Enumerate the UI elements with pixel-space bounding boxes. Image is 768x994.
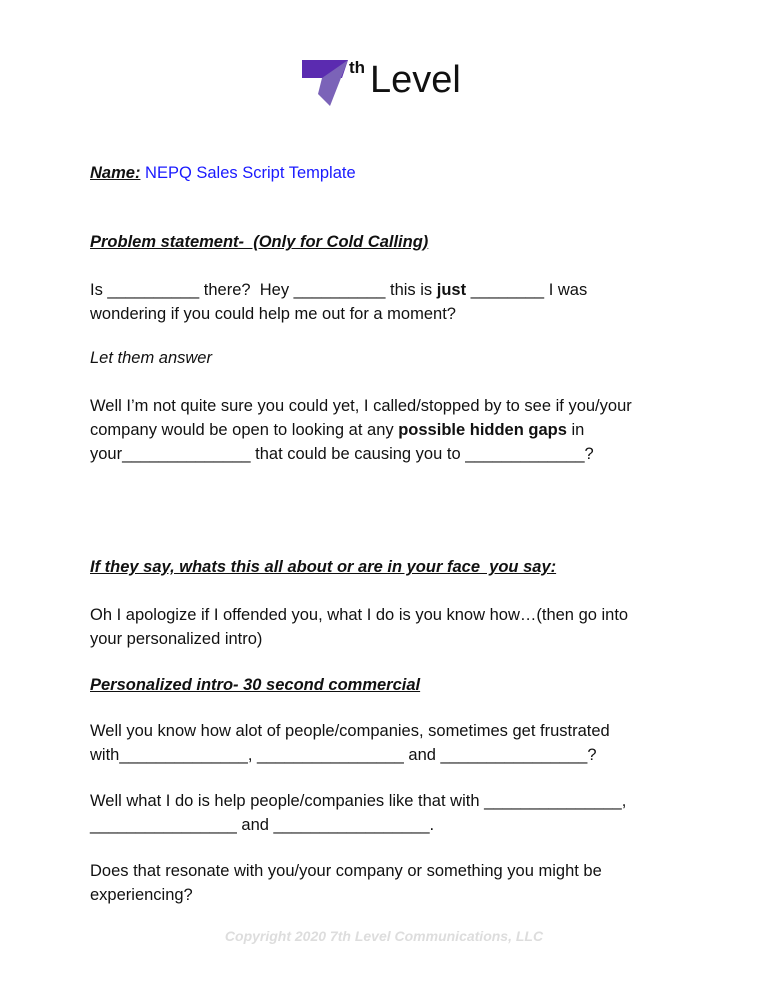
text: ________ I was — [466, 281, 588, 299]
logo-superscript: th — [349, 58, 366, 77]
ifthey-heading: If they say, whats this all about or are in your face you say: — [90, 558, 557, 576]
ifthey-line-1: Oh I apologize if I offended you, what I do is you know how…(then go into — [90, 606, 629, 624]
intro-a2: with______________, ________________ and ________________? — [90, 746, 597, 764]
problem-heading: Problem statement- (Only for Cold Calling) — [90, 233, 429, 251]
name-line — [90, 161, 356, 185]
text: in — [566, 421, 585, 439]
intro-c1: Does that resonate with you/your company or something you might be — [90, 862, 602, 880]
logo-wordmark: Level — [370, 59, 461, 101]
text: Is __________ there? Hey __________ this is — [90, 281, 437, 299]
ifthey-line-2: your personalized intro) — [90, 630, 263, 648]
text: company would be open to looking at any — [90, 421, 399, 439]
name-value: NEPQ Sales Script Template — [145, 164, 356, 182]
well-line-1: Well I’m not quite sure you could yet, I called/stopped by to see if you/your — [90, 397, 632, 415]
problem-line-2: wondering if you could help me out for a moment? — [90, 305, 456, 323]
problem-line-1 — [90, 278, 587, 302]
well-line-2 — [90, 418, 584, 442]
intro-b2: ________________ and _________________. — [90, 816, 435, 834]
intro-c2: experiencing? — [90, 886, 193, 904]
well-line-3: your______________ that could be causing you to _____________? — [90, 445, 594, 463]
intro-b1: Well what I do is help people/companies like that with _______________, — [90, 792, 627, 810]
intro-a1: Well you know how alot of people/companies, sometimes get frustrated — [90, 722, 610, 740]
let-them-answer: Let them answer — [90, 349, 212, 367]
intro-heading: Personalized intro- 30 second commercial — [90, 676, 421, 694]
name-label: Name: — [90, 164, 141, 182]
copyright-footer: Copyright 2020 7th Level Communications, LLC — [224, 928, 544, 944]
bold-text: possible hidden gaps — [398, 421, 567, 439]
bold-text: just — [436, 281, 467, 299]
